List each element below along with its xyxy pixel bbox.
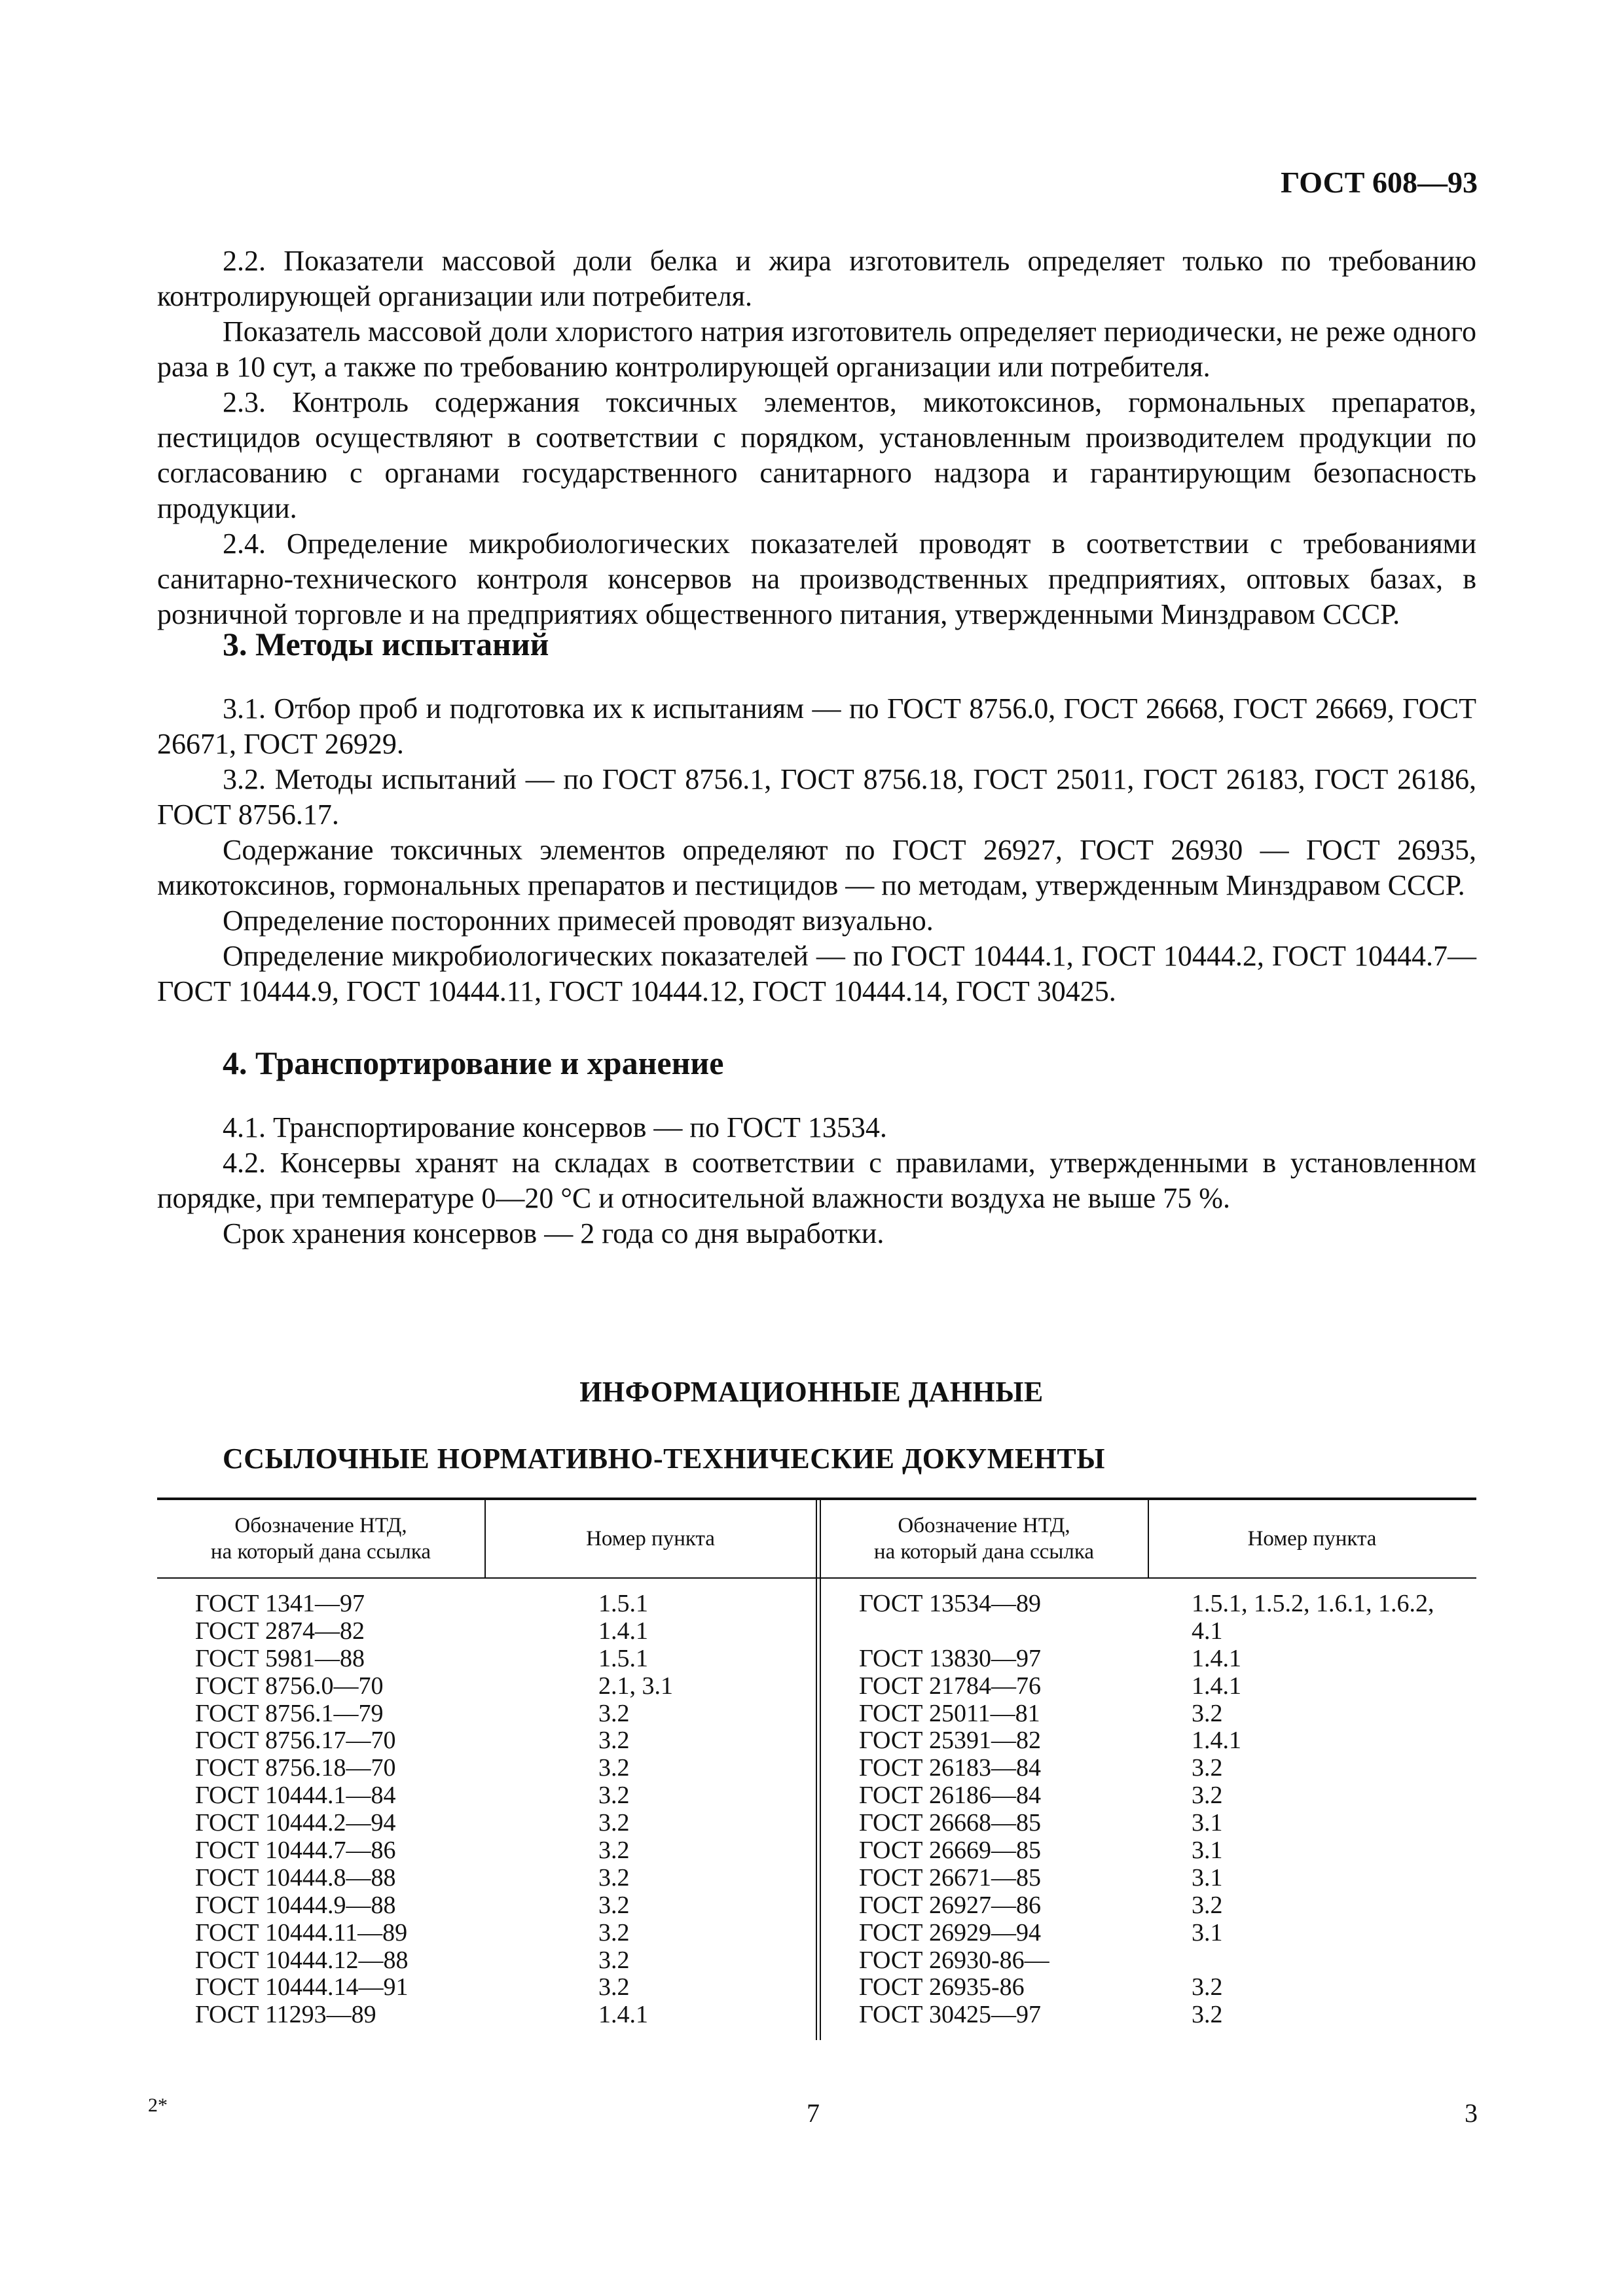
- header-item-label: Номер пункта: [586, 1527, 715, 1551]
- table-cell: 3.1: [1192, 1918, 1223, 1946]
- left-item-column: [598, 1590, 673, 2029]
- section-3-title: 3. Методы испытаний: [223, 626, 549, 662]
- table-cell: 3.1: [1192, 1809, 1223, 1837]
- table-cell: ГОСТ 26186—84: [859, 1782, 1041, 1810]
- header-item-label: Номер пункта: [1247, 1527, 1377, 1551]
- references-subtitle: ССЫЛОЧНЫЕ НОРМАТИВНО-ТЕХНИЧЕСКИЕ ДОКУМЕНТЫ: [223, 1443, 1105, 1475]
- table-cell: 3.2: [1192, 1699, 1223, 1727]
- paragraph-3-1: 3.1. Отбор проб и подготовка их к испытаниям — по ГОСТ 8756.0, ГОСТ 26668, ГОСТ 26669, ГОСТ 26671, ГОСТ 26929.: [157, 692, 1476, 760]
- table-cell: [859, 1618, 1049, 1645]
- table-cell: 1.4.1: [598, 2001, 648, 2029]
- table-cell: 3.2: [1192, 1754, 1223, 1782]
- table-cell: ГОСТ 8756.1—79: [195, 1699, 384, 1727]
- table-cell: ГОСТ 10444.9—88: [195, 1891, 396, 1919]
- header-doc-line2: на который дана ссылка: [873, 1540, 1095, 1564]
- table-cell: 3.2: [598, 1973, 630, 2001]
- divider-middle-b: [820, 1500, 821, 2040]
- table-cell: 1.5.1, 1.5.2, 1.6.1, 1.6.2,: [1192, 1590, 1434, 1617]
- right-doc-column: [859, 1590, 1049, 2029]
- table-cell: ГОСТ 26668—85: [859, 1809, 1041, 1837]
- table-cell: [1192, 1947, 1476, 1975]
- table-cell: 3.2: [598, 1891, 630, 1919]
- table-cell: ГОСТ 26183—84: [859, 1754, 1041, 1782]
- footer-page-center: 7: [807, 2098, 820, 2128]
- table-cell: ГОСТ 8756.0—70: [195, 1672, 384, 1700]
- table-cell: 1.5.1: [598, 1590, 648, 1617]
- section-3-text: [157, 691, 1476, 1009]
- table-cell: ГОСТ 25391—82: [859, 1727, 1041, 1755]
- table-cell: ГОСТ 8756.17—70: [195, 1727, 396, 1755]
- table-cell: ГОСТ 13534—89: [859, 1590, 1041, 1617]
- table-cell: 3.2: [598, 1946, 630, 1974]
- divider-header-1: [484, 1500, 486, 1577]
- header-doc-right: [820, 1500, 1148, 1577]
- table-cell: ГОСТ 10444.11—89: [195, 1918, 408, 1946]
- table-cell: 3.2: [598, 1727, 630, 1755]
- table-cell: 3.2: [598, 1699, 630, 1727]
- left-doc-column: [195, 1590, 409, 2029]
- table-cell: 3.2: [1192, 1973, 1223, 2001]
- header-doc-line2: на который дана ссылка: [210, 1540, 431, 1564]
- table-cell: 3.2: [1192, 1891, 1223, 1919]
- table-cell: ГОСТ 25011—81: [859, 1699, 1040, 1727]
- paragraph-4-shelf-life: Срок хранения консервов — 2 года со дня выработки.: [223, 1217, 884, 1249]
- table-cell: ГОСТ 26930-86—: [859, 1946, 1049, 1974]
- paragraph-3-impurities: Определение посторонних примесей проводят визуально.: [223, 905, 934, 937]
- divider-middle-a: [816, 1500, 817, 2040]
- table-cell: 1.4.1: [1192, 1672, 1241, 1700]
- table-cell: ГОСТ 2874—82: [195, 1617, 365, 1645]
- table-cell: 4.1: [1192, 1617, 1223, 1645]
- table-cell: 3.1: [1192, 1863, 1223, 1892]
- table-cell: ГОСТ 1341—97: [195, 1590, 365, 1617]
- header-item-right: [1148, 1500, 1476, 1577]
- paragraph-2-4: 2.4. Определение микробиологических показателей проводят в соответствии с требованиями санитарно-технического контроля консервов на производственных предприятиях, оптовых базах, в розничной торговле и на предприятиях общественного питания, утвержденными Минздравом СССР.: [157, 528, 1476, 630]
- paragraph-3-toxic: Содержание токсичных элементов определяют по ГОСТ 26927, ГОСТ 26930 — ГОСТ 26935, микотоксинов, гормональных препаратов и пестицидов — по методам, утвержденным Минздравом СССР.: [157, 834, 1476, 901]
- table-cell: ГОСТ 13830—97: [859, 1644, 1041, 1672]
- table-cell: 3.2: [598, 1837, 630, 1865]
- table-cell: ГОСТ 26927—86: [859, 1891, 1041, 1919]
- table-cell: ГОСТ 10444.12—88: [195, 1946, 409, 1974]
- table-cell: 3.2: [598, 1918, 630, 1946]
- table-cell: 2.1, 3.1: [598, 1672, 673, 1700]
- footer-sheet-mark: 2*: [148, 2094, 168, 2116]
- section-4-text: [157, 1110, 1476, 1251]
- paragraph-3-microbio: Определение микробиологических показателей — по ГОСТ 10444.1, ГОСТ 10444.2, ГОСТ 10444.7—ГОСТ 10444.9, ГОСТ 10444.11, ГОСТ 10444.12, ГОСТ 10444.14, ГОСТ 30425.: [157, 940, 1476, 1007]
- references-table: [157, 1498, 1476, 2040]
- table-cell: ГОСТ 26669—85: [859, 1837, 1041, 1865]
- info-title: ИНФОРМАЦИОННЫЕ ДАННЫЕ: [579, 1376, 1044, 1408]
- table-cell: ГОСТ 10444.14—91: [195, 1973, 409, 2001]
- paragraph-2-2: 2.2. Показатели массовой доли белка и жира изготовитель определяет только по требованию контролирующей организации или потребителя.: [157, 245, 1476, 312]
- paragraph-2-3: 2.3. Контроль содержания токсичных элементов, микотоксинов, гормональных препаратов, пестицидов осуществляют в соответствии с порядком, установленным производителем продукции по согласованию с органами государственного санитарного надзора и гарантирующим безопасность продукции.: [157, 386, 1476, 524]
- divider-header-3: [1148, 1500, 1149, 1577]
- table-cell: ГОСТ 26929—94: [859, 1918, 1041, 1946]
- table-cell: 1.4.1: [598, 1617, 648, 1645]
- table-cell: ГОСТ 26935-86: [859, 1973, 1025, 2001]
- table-cell: ГОСТ 5981—88: [195, 1644, 365, 1672]
- table-cell: 3.2: [598, 1863, 630, 1892]
- header-doc-line1: Обозначение НТД,: [898, 1514, 1070, 1537]
- table-cell: 3.2: [1192, 2001, 1223, 2029]
- footer-page-number: 3: [1465, 2098, 1478, 2128]
- table-cell: 3.2: [598, 1782, 630, 1810]
- paragraph-4-2: 4.2. Консервы хранят на складах в соответствии с правилами, утвержденными в установленном порядке, при температуре 0—20 °С и относительной влажности воздуха не выше 75 %.: [157, 1147, 1476, 1214]
- header-doc-left: [157, 1500, 484, 1577]
- table-cell: 1.5.1: [598, 1644, 648, 1672]
- table-cell: ГОСТ 10444.8—88: [195, 1863, 396, 1892]
- table-cell: 3.1: [1192, 1837, 1223, 1865]
- paragraph-2-2-sodium: Показатель массовой доли хлористого натрия изготовитель определяет периодически, не реже одного раза в 10 сут, а также по требованию контролирующей организации или потребителя.: [157, 315, 1476, 383]
- table-cell: ГОСТ 10444.1—84: [195, 1782, 396, 1810]
- table-cell: ГОСТ 8756.18—70: [195, 1754, 396, 1782]
- document-number: ГОСТ 608—93: [1281, 166, 1478, 199]
- table-cell: 1.4.1: [1192, 1727, 1241, 1755]
- table-cell: 3.2: [598, 1809, 630, 1837]
- table-cell: 1.4.1: [1192, 1644, 1241, 1672]
- table-cell: ГОСТ 10444.2—94: [195, 1809, 396, 1837]
- table-cell: ГОСТ 30425—97: [859, 2001, 1041, 2029]
- section-4-title: 4. Транспортирование и хранение: [223, 1045, 724, 1081]
- table-cell: 3.2: [1192, 1782, 1223, 1810]
- table-cell: ГОСТ 10444.7—86: [195, 1837, 396, 1865]
- paragraph-4-1: 4.1. Транспортирование консервов — по ГОСТ 13534.: [223, 1111, 887, 1143]
- table-cell: ГОСТ 26671—85: [859, 1863, 1041, 1892]
- section-2-text: [157, 243, 1476, 632]
- table-cell: ГОСТ 11293—89: [195, 2001, 376, 2029]
- right-item-column: [1192, 1590, 1476, 2029]
- table-cell: ГОСТ 21784—76: [859, 1672, 1041, 1700]
- table-cell: 3.2: [598, 1754, 630, 1782]
- paragraph-3-2: 3.2. Методы испытаний — по ГОСТ 8756.1, ГОСТ 8756.18, ГОСТ 25011, ГОСТ 26183, ГОСТ 26186, ГОСТ 8756.17.: [157, 763, 1476, 831]
- header-item-left: [484, 1500, 816, 1577]
- header-doc-line1: Обозначение НТД,: [234, 1514, 407, 1537]
